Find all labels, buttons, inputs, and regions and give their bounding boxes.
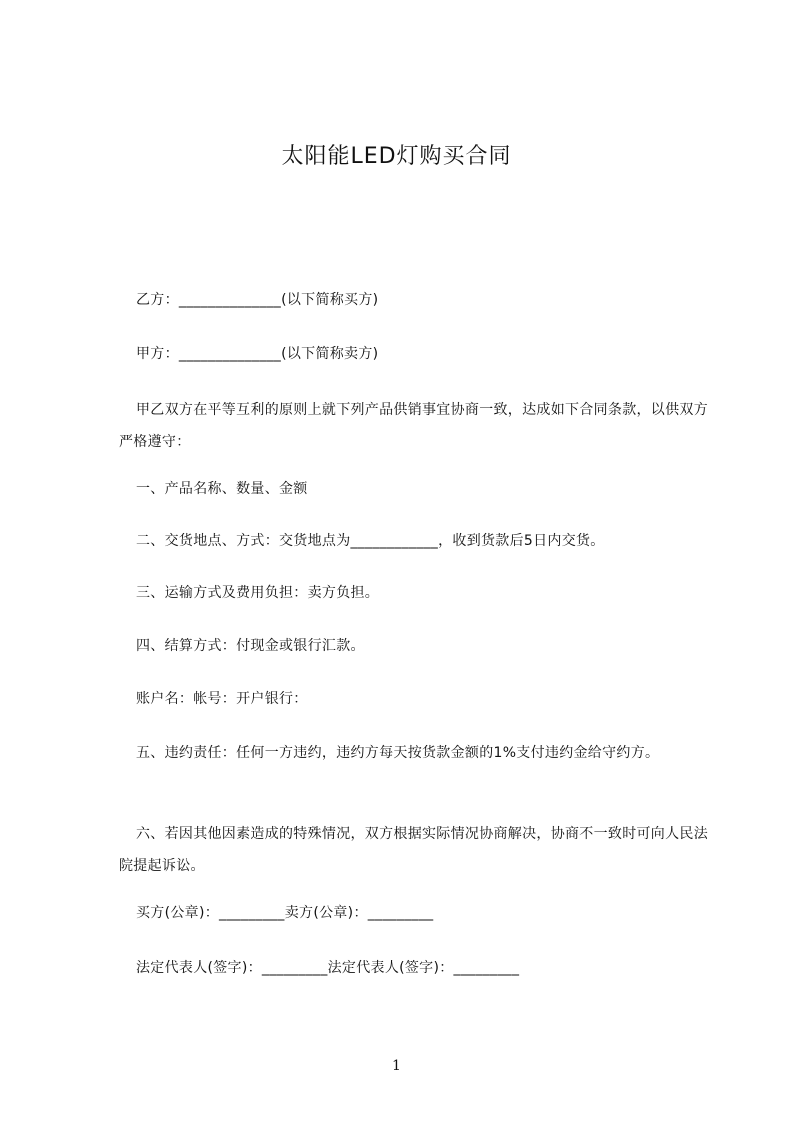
party-b-line: 乙方：______________(以下简称买方) <box>136 292 379 308</box>
clause-4: 四、结算方式：付现金或银行汇款。 <box>136 638 365 654</box>
seal-line: 买方(公章)：_________卖方(公章)：_________ <box>136 905 434 921</box>
clause-5-paragraph <box>119 737 709 769</box>
intro-text: 甲乙双方在平等互利的原则上就下列产品供销事宜协商一致，达成如下合同条款，以供双方严格遵守： <box>119 402 708 450</box>
party-a-line: 甲方：______________(以下简称卖方) <box>136 346 379 362</box>
intro-paragraph <box>119 394 709 458</box>
clause-6-text: 六、若因其他因素造成的特殊情况，双方根据实际情况协商解决，协商不一致时可向人民法院提起诉讼。 <box>119 826 708 874</box>
clause-3: 三、运输方式及费用负担：卖方负担。 <box>136 585 380 601</box>
signature-line: 法定代表人(签字)：_________法定代表人(签字)：_________ <box>136 960 520 976</box>
clause-5-text: 五、违约责任：任何一方违约，违约方每天按货款金额的1%支付违约金给守约方。 <box>136 745 660 761</box>
page-number: 1 <box>392 1058 401 1074</box>
clause-1: 一、产品名称、数量、金额 <box>136 481 308 497</box>
clause-6-paragraph <box>119 818 709 882</box>
account-line: 账户名：帐号：开户银行： <box>136 691 308 707</box>
clause-2: 二、交货地点、方式：交货地点为____________，收到货款后5日内交货。 <box>136 533 605 549</box>
document-title: 太阳能LED灯购买合同 <box>281 144 512 169</box>
